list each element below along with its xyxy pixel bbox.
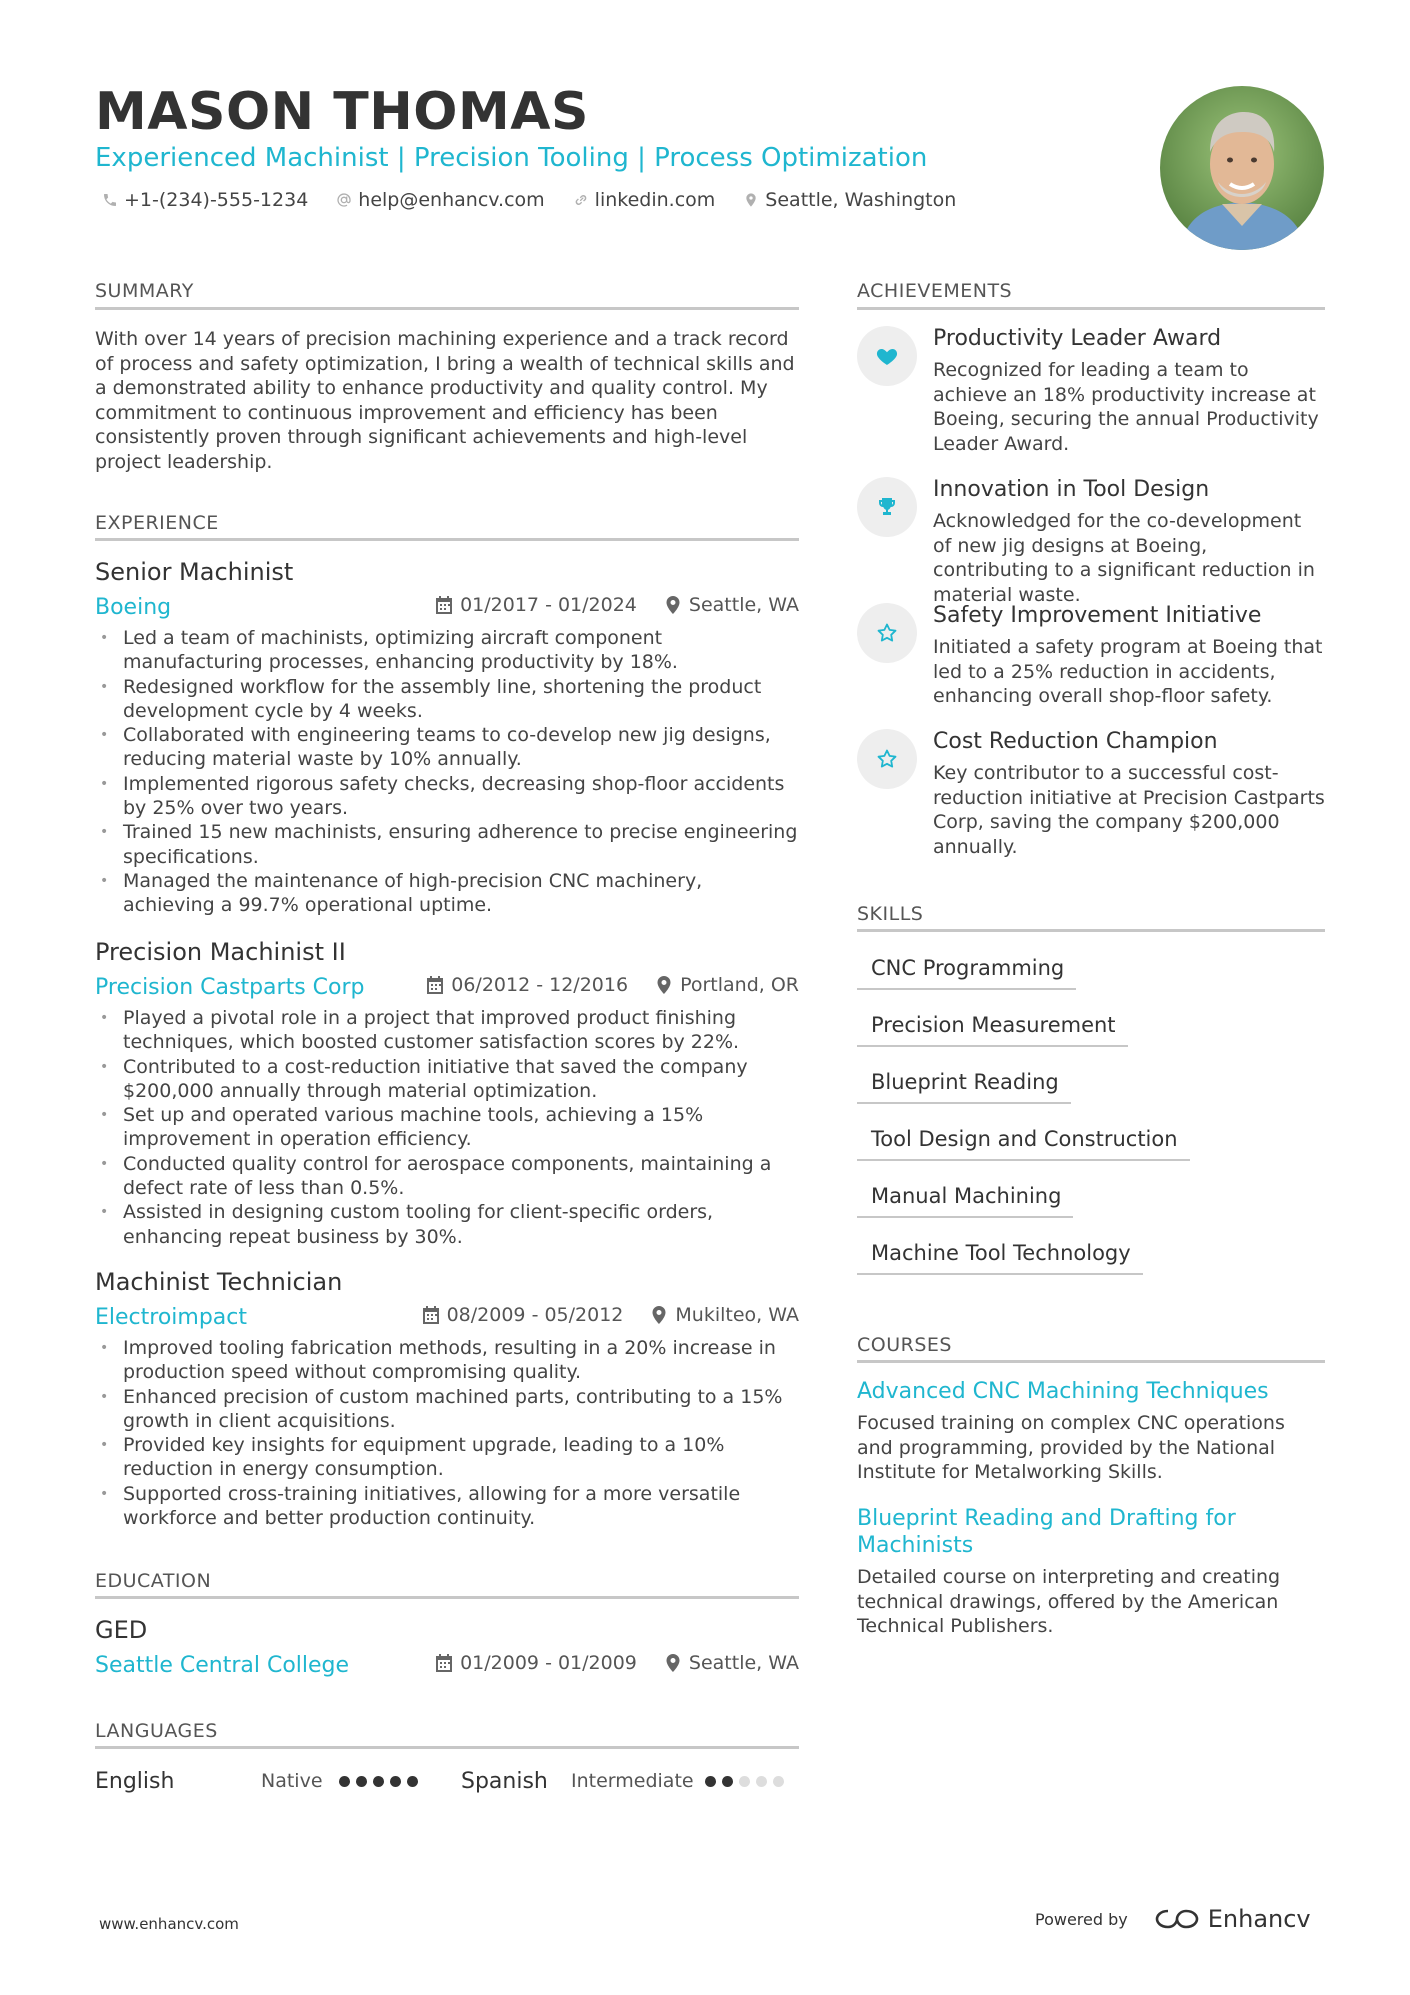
job-location-text: Mukilteo, WA [675, 1304, 799, 1326]
brand-name: Enhancv [1207, 1905, 1311, 1933]
language-proficiency [705, 1776, 784, 1787]
list-item: • Supported cross-training initiatives, allowing for a more versatile workforce and better production continuity. [95, 1482, 799, 1531]
list-item: • Contributed to a cost-reduction initiative that saved the company $200,000 annually through material optimization. [95, 1055, 799, 1104]
education-location [665, 1652, 799, 1674]
enhancv-logo-icon [1154, 1907, 1200, 1931]
job-location [656, 974, 799, 996]
skills-rule [857, 929, 1325, 932]
footer-branding [1035, 1905, 1311, 1933]
course-item [857, 1378, 1325, 1485]
education-location-text: Seattle, WA [688, 1652, 799, 1674]
languages-rule [95, 1746, 799, 1749]
list-item: • Assisted in designing custom tooling for client-specific orders, enhancing repeat business by 30%. [95, 1200, 799, 1249]
school-name: Seattle Central College [95, 1652, 350, 1678]
at-sign-icon [336, 192, 352, 208]
course-description: Focused training on complex CNC operations and programming, provided by the National Institute for Metalworking Skills. [857, 1412, 1285, 1483]
education-heading: EDUCATION [95, 1570, 212, 1592]
job-meta-row [95, 974, 799, 1000]
powered-by-text: Powered by [1035, 1909, 1128, 1929]
education-meta-row [95, 1652, 799, 1678]
list-item: • Redesigned workflow for the assembly line, shortening the product development cycle by 4 weeks. [95, 675, 799, 724]
achievement-title: Productivity Leader Award [933, 326, 1222, 351]
calendar-icon [436, 596, 452, 614]
contact-linkedin[interactable] [573, 189, 716, 211]
proficiency-dot [373, 1776, 384, 1787]
proficiency-dot [756, 1776, 767, 1787]
job-meta-row [95, 594, 799, 620]
list-item: • Trained 15 new machinists, ensuring adherence to precise engineering specifications. [95, 820, 799, 869]
achievements-rule [857, 307, 1325, 310]
proficiency-dot [390, 1776, 401, 1787]
languages-row [95, 1766, 799, 1796]
language-level: Native [261, 1770, 323, 1792]
job-meta [427, 974, 799, 996]
contact-phone[interactable] [102, 189, 308, 211]
company-name: Precision Castparts Corp [95, 974, 365, 1000]
heart-icon [857, 326, 917, 386]
course-title: Advanced CNC Machining Techniques [857, 1379, 1269, 1404]
achievement-description: Acknowledged for the co-development of new jig designs at Boeing, contributing to a significant reduction in material waste. [933, 510, 1315, 606]
job-bullets [95, 626, 799, 918]
proficiency-dot [407, 1776, 418, 1787]
job-meta [423, 1304, 799, 1326]
job-bullets [95, 1006, 799, 1249]
job-title: Machinist Technician [95, 1268, 343, 1296]
company-name: Boeing [95, 594, 172, 620]
skills-heading: SKILLS [857, 903, 924, 925]
proficiency-dot [739, 1776, 750, 1787]
language-name: Spanish [461, 1768, 548, 1794]
phone-icon [102, 192, 118, 208]
achievement-item [857, 326, 1325, 476]
job-meta-row [95, 1304, 799, 1330]
skill-tag: Tool Design and Construction [857, 1127, 1190, 1161]
achievements-heading: ACHIEVEMENTS [857, 280, 1013, 302]
achievement-description: Recognized for leading a team to achieve an 18% productivity increase at Boeing, securing the annual Productivity Leader Award. [933, 359, 1319, 455]
job-dates-text: 01/2017 - 01/2024 [460, 594, 637, 616]
star-icon [857, 603, 917, 663]
education-entry [95, 1616, 799, 1678]
list-item: • Enhanced precision of custom machined parts, contributing to a 15% growth in client acquisitions. [95, 1385, 799, 1434]
courses-heading: COURSES [857, 1334, 952, 1356]
calendar-icon [423, 1306, 439, 1324]
education-dates-text: 01/2009 - 01/2009 [460, 1652, 637, 1674]
map-pin-icon [651, 1306, 667, 1324]
job-dates [436, 594, 637, 616]
calendar-icon [427, 976, 443, 994]
degree: GED [95, 1616, 148, 1644]
calendar-icon [436, 1654, 452, 1672]
job-bullets [95, 1336, 799, 1530]
list-item: • Collaborated with engineering teams to co-develop new jig designs, reducing material waste by 10% annually. [95, 723, 799, 772]
courses-rule [857, 1360, 1325, 1363]
job-entry [95, 1268, 799, 1530]
course-item [857, 1505, 1325, 1639]
language-proficiency [339, 1776, 461, 1787]
star-icon [857, 729, 917, 789]
email-text: help@enhancv.com [358, 189, 545, 211]
job-location-text: Seattle, WA [688, 594, 799, 616]
languages-heading: LANGUAGES [95, 1720, 218, 1742]
map-pin-icon [656, 976, 672, 994]
company-name: Electroimpact [95, 1304, 248, 1330]
profile-photo [1160, 86, 1324, 250]
proficiency-dot [705, 1776, 716, 1787]
experience-rule [95, 538, 799, 541]
language-name: English [95, 1768, 175, 1794]
phone-text: +1-(234)-555-1234 [124, 189, 309, 211]
skill-tag: Manual Machining [857, 1184, 1073, 1218]
trophy-icon [857, 477, 917, 537]
job-location [665, 594, 799, 616]
footer-website[interactable]: www.enhancv.com [99, 1915, 239, 1933]
achievement-item [857, 729, 1325, 879]
link-icon [573, 192, 589, 208]
skills-list [857, 956, 1325, 1286]
summary-rule [95, 307, 799, 310]
list-item: • Led a team of machinists, optimizing aircraft component manufacturing processes, enhancing productivity by 18%. [95, 626, 799, 675]
job-dates-text: 06/2012 - 12/2016 [451, 974, 629, 996]
linkedin-text: linkedin.com [594, 189, 716, 211]
achievement-title: Cost Reduction Champion [933, 729, 1218, 754]
summary-text: With over 14 years of precision machining experience and a track record of process and safety optimization, I bring a wealth of technical skills and a demonstrated ability to enhance productivity and quality control. My commitment to continuous improvement and efficiency has been consistently proven through significant achievements and high-level project leadership. [95, 328, 795, 473]
education-dates [436, 1652, 637, 1674]
job-meta [436, 594, 799, 616]
education-meta [436, 1652, 799, 1674]
proficiency-dot [722, 1776, 733, 1787]
job-location [651, 1304, 799, 1326]
brand-logo[interactable] [1154, 1905, 1311, 1933]
skill-tag: Machine Tool Technology [857, 1241, 1143, 1275]
list-item: • Conducted quality control for aerospace components, maintaining a defect rate of less than 0.5%. [95, 1152, 799, 1201]
proficiency-dot [339, 1776, 350, 1787]
skill-tag: Precision Measurement [857, 1013, 1128, 1047]
map-pin-icon [743, 192, 759, 208]
map-pin-icon [665, 596, 681, 614]
achievement-description: Key contributor to a successful cost-reduction initiative at Precision Castparts Corp, saving the company $200,000 annually. [933, 762, 1325, 858]
list-item: • Implemented rigorous safety checks, decreasing shop-floor accidents by 25% over two years. [95, 772, 799, 821]
job-dates-text: 08/2009 - 05/2012 [446, 1304, 624, 1326]
location-text: Seattle, Washington [765, 189, 957, 211]
proficiency-dot [773, 1776, 784, 1787]
list-item: • Improved tooling fabrication methods, resulting in a 20% increase in production speed without compromising quality. [95, 1336, 799, 1385]
list-item: • Managed the maintenance of high-precision CNC machinery, achieving a 99.7% operational uptime. [95, 869, 799, 918]
skill-tag: CNC Programming [857, 956, 1076, 990]
achievement-title: Safety Improvement Initiative [933, 603, 1262, 628]
contact-location [743, 189, 956, 211]
language-level: Intermediate [571, 1770, 694, 1792]
list-item: • Set up and operated various machine tools, achieving a 15% improvement in operation efficiency. [95, 1103, 799, 1152]
job-title: Precision Machinist II [95, 938, 346, 966]
candidate-tagline: Experienced Machinist | Precision Tooling | Process Optimization [95, 143, 928, 173]
education-rule [95, 1596, 799, 1599]
job-location-text: Portland, OR [680, 974, 799, 996]
experience-heading: EXPERIENCE [95, 512, 219, 534]
achievement-item [857, 477, 1325, 606]
proficiency-dot [356, 1776, 367, 1787]
summary-heading: SUMMARY [95, 280, 194, 302]
job-entry [95, 558, 799, 918]
contact-email[interactable] [336, 189, 544, 211]
candidate-name: MASON THOMAS [95, 82, 589, 142]
job-dates [423, 1304, 624, 1326]
achievement-description: Initiated a safety program at Boeing that led to a 25% reduction in accidents, enhancing overall shop-floor safety. [933, 636, 1323, 707]
course-description: Detailed course on interpreting and creating technical drawings, offered by the American Technical Publishers. [857, 1566, 1281, 1637]
list-item: • Provided key insights for equipment upgrade, leading to a 10% reduction in energy consumption. [95, 1433, 799, 1482]
achievement-item [857, 603, 1325, 723]
map-pin-icon [665, 1654, 681, 1672]
contact-bar [102, 189, 956, 211]
course-title: Blueprint Reading and Drafting for Machinists [857, 1506, 1236, 1558]
list-item: • Played a pivotal role in a project that improved product finishing techniques, which boosted customer satisfaction scores by 22%. [95, 1006, 799, 1055]
skill-tag: Blueprint Reading [857, 1070, 1071, 1104]
achievement-title: Innovation in Tool Design [933, 477, 1210, 502]
job-entry [95, 938, 799, 1249]
job-title: Senior Machinist [95, 558, 294, 586]
job-dates [427, 974, 628, 996]
